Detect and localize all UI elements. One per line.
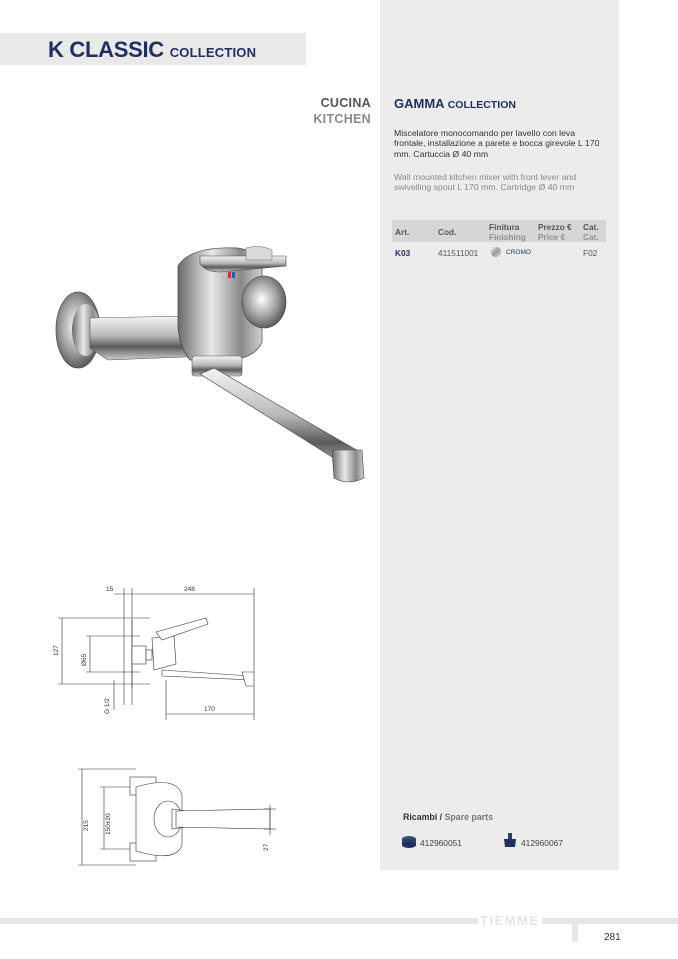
valve-icon bbox=[503, 833, 517, 849]
table-header bbox=[392, 220, 606, 242]
col-price-it: Prezzo € bbox=[538, 222, 572, 232]
series-name: GAMMA bbox=[394, 96, 445, 111]
dim-215: 215 bbox=[83, 820, 90, 831]
collection-title bbox=[48, 37, 256, 63]
dim-150: 150±20 bbox=[105, 813, 112, 835]
col-art: Art. bbox=[395, 227, 410, 237]
spare-code-1: 412960051 bbox=[420, 838, 462, 848]
spare-code-2: 412960067 bbox=[521, 838, 563, 848]
collection-name: K CLASSIC bbox=[48, 37, 164, 62]
dim-g12: G 1/2 bbox=[104, 698, 111, 714]
technical-drawing-side bbox=[50, 580, 265, 720]
series-title bbox=[394, 96, 516, 111]
dim-15: 15 bbox=[106, 586, 114, 593]
category-en: KITCHEN bbox=[313, 112, 371, 126]
col-cat-en: Cat. bbox=[583, 232, 599, 242]
cartridge-icon bbox=[401, 835, 417, 849]
row-art: K03 bbox=[395, 248, 411, 258]
collection-suffix: COLLECTION bbox=[169, 45, 257, 60]
col-cat bbox=[583, 222, 599, 242]
footer-brand: TIEMME bbox=[480, 913, 540, 928]
col-cat-it: Cat. bbox=[583, 222, 599, 232]
col-finish-it: Finitura bbox=[489, 222, 520, 232]
col-finish-en: Finishing bbox=[489, 232, 526, 242]
dim-65: Ø65 bbox=[81, 653, 88, 666]
dim-27: 27 bbox=[263, 843, 270, 851]
row-cod: 411511001 bbox=[438, 248, 479, 258]
col-price bbox=[538, 222, 572, 242]
category-it: CUCINA bbox=[320, 96, 371, 110]
technical-drawing-front bbox=[76, 765, 276, 875]
spare-parts-title bbox=[403, 812, 493, 822]
spare-parts-title-en: Spare parts bbox=[444, 812, 493, 822]
row-finish: CROMO bbox=[506, 249, 531, 256]
spare-parts-title-it: Ricambi / bbox=[403, 812, 443, 822]
chrome-swatch-icon bbox=[490, 246, 502, 258]
row-cat: F02 bbox=[583, 248, 598, 258]
page-number: 281 bbox=[604, 932, 621, 943]
dim-127: 127 bbox=[53, 645, 60, 656]
col-finish bbox=[489, 222, 526, 242]
dim-170: 170 bbox=[204, 706, 215, 713]
table-row bbox=[392, 246, 606, 262]
dim-248: 248 bbox=[184, 586, 195, 593]
description-it: Miscelatore monocomando per lavello con leva frontale, installazione a parete e bocca girevole L 170 mm. Cartuccia Ø 40 mm bbox=[394, 128, 600, 159]
pipe-logo-icon bbox=[556, 914, 586, 944]
series-suffix: COLLECTION bbox=[447, 99, 516, 111]
product-image bbox=[50, 238, 370, 488]
col-cod: Cod. bbox=[438, 227, 457, 237]
description-en: Wall mounted kitchen mixer with front lever and swivelling spout L 170 mm. Cartridge Ø 40 mm bbox=[394, 172, 577, 193]
col-price-en: Price € bbox=[538, 232, 566, 242]
